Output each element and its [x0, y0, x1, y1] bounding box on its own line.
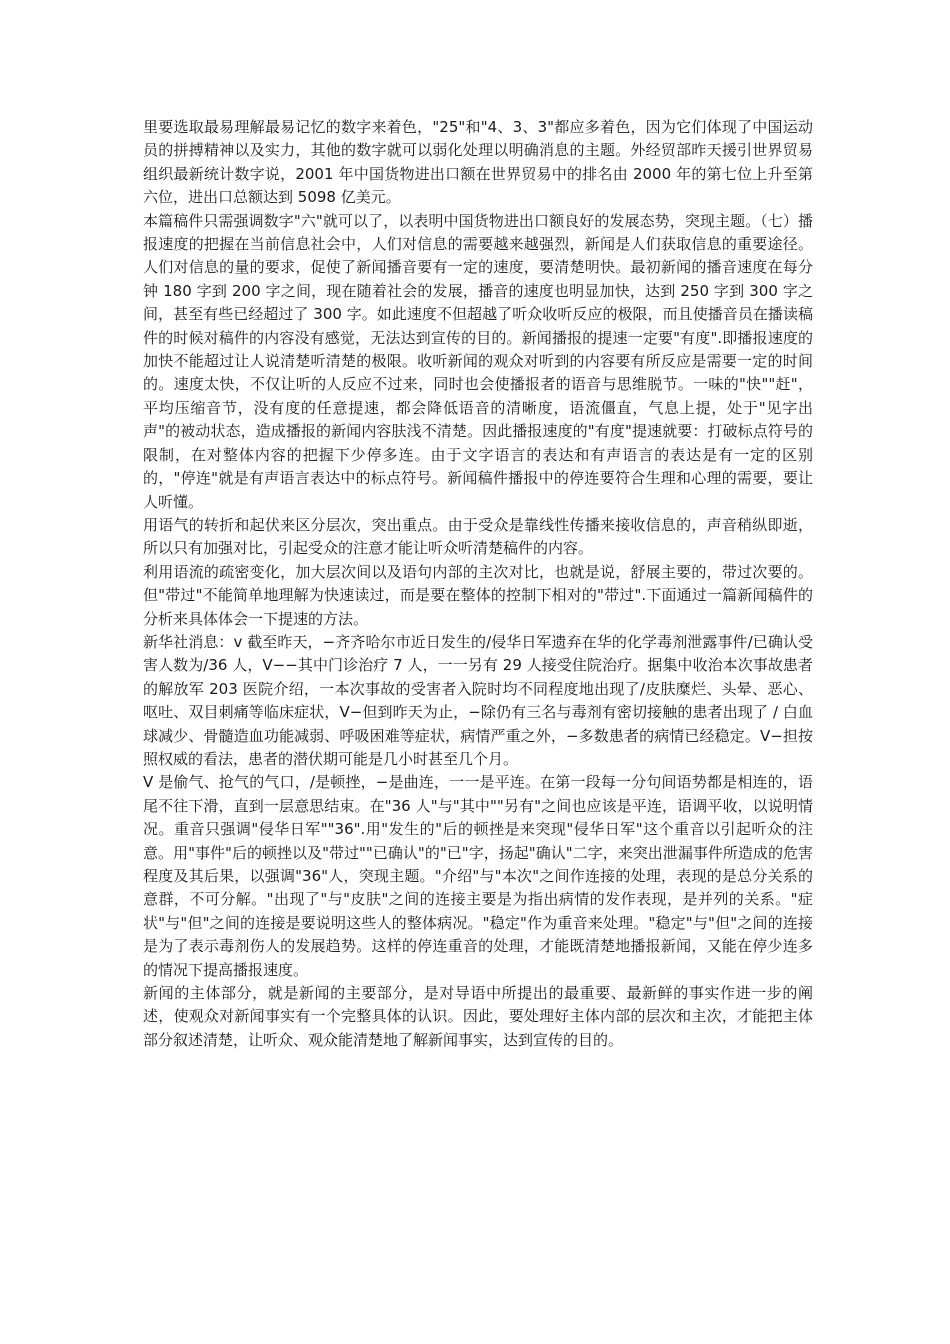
paragraph-4: 利用语流的疏密变化，加大层次间以及语句内部的主次对比，也就是说，舒展主要的，带过次要的。但"带过"不能简单地理解为快速读过，而是要在整体的控制下相对的"带过".下面通过一篇新闻稿件的分析来具体体会一下提速的方法。 [143, 562, 813, 628]
paragraph-3: 用语气的转折和起伏来区分层次，突出重点。由于受众是靠线性传播来接收信息的，声音稍纵即逝，所以只有加强对比，引起受众的注意才能让听众听清楚稿件的内容。 [143, 515, 813, 558]
paragraph-6: V 是偷气、抢气的气口，/是顿挫，−是曲连，一一是平连。在第一段每一分句间语势都是相连的，语尾不往下滑，直到一层意思结束。在"36 人"与"其中""另有"之间也应该是平连，语调平收，以说明情况。重音只强调"侵华日军""36".用"发生的"后的顿挫是来突现"侵华日军"这个重音以引起听众的注意。用"事件"后的顿挫以及"带过""已确认"的"已"字，扬起"确认"二字，来突出泄漏事件所造成的危害程度及其后果，以强调"36"人，突现主题。"介绍"与"本次"之间作连接的处理，表现的是总分关系的意群，不可分解。"出现了"与"皮肤"之间的连接主要是为指出病情的发作表现，是并列的关系。"症状"与"但"之间的连接是要说明这些人的整体病况。"稳定"作为重音来处理。"稳定"与"但"之间的连接是为了表示毒剂伤人的发展趋势。这样的停连重音的处理，才能既清楚地播报新闻，又能在停少连多的情况下提高播报速度。 [143, 773, 813, 979]
paragraph-1: 里要选取最易理解最易记忆的数字来着色，"25"和"4、3、3"都应多着色，因为它们体现了中国运动员的拼搏精神以及实力，其他的数字就可以弱化处理以明确消息的主题。外经贸部昨天援引世界贸易组织最新统计数字说，2001 年中国货物进出口额在世界贸易中的排名由 2000 年的第七位上升至第六位，进出口总额达到 5098 亿美元。 [143, 118, 813, 207]
paragraph-7: 新闻的主体部分，就是新闻的主要部分，是对导语中所提出的最重要、最新鲜的事实作进一步的阐述，使观众对新闻事实有一个完整具体的认识。因此，要处理好主体内部的层次和主次，才能把主体部分叙述清楚，让听众、观众能清楚地了解新闻事实，达到宣传的目的。 [143, 984, 813, 1049]
paragraph-5: 新华社消息：v 截至昨天，−齐齐哈尔市近日发生的/侵华日军遗弃在华的化学毒剂泄露事件/已确认受害人数为/36 人，V−−其中门诊治疗 7 人，一一另有 29 人接受住院治疗。据集中收治本次事故患者的解放军 203 医院介绍，一本次事故的受害者入院时均不同程度地出现了/皮肤糜烂、头晕、恶心、呕吐、双目刺痛等临床症状，V−但到昨天为止，−除仍有三名与毒剂有密切接触的患者出现了 / 白血球减少、骨髓造血功能减弱、呼吸困难等症状，病情严重之外，−多数患者的病情已经稳定。V−担按照权威的看法，患者的潜伏期可能是几小时甚至几个月。 [143, 632, 813, 768]
paragraph-2: 本篇稿件只需强调数字"六"就可以了，以表明中国货物进出口额良好的发展态势，突现主题。（七）播报速度的把握在当前信息社会中，人们对信息的需要越来越强烈，新闻是人们获取信息的重要途径。人们对信息的量的要求，促使了新闻播音要有一定的速度，要清楚明快。最初新闻的播音速度在每分钟 180 字到 200 字之间，现在随着社会的发展，播音的速度也明显加快，达到 250 字到 300 字之间，甚至有些已经超过了 300 字。如此速度不但超越了听众收听反应的极限，而且使播音员在播读稿件的时候对稿件的内容没有感觉，无法达到宣传的目的。新闻播报的提速一定要"有度".即播报速度的加快不能超过让人说清楚听清楚的极限。收听新闻的观众对听到的内容要有所反应是需要一定的时间的。速度太快，不仅让听的人反应不过来，同时也会使播报者的语音与思维脱节。一味的"快""赶"，平均压缩音节，没有度的任意提速，都会降低语音的清晰度，语流僵直，气息上提，处于"见字出声"的被动状态，造成播报的新闻内容肤浅不清楚。因此播报速度的"有度"提速就要：打破标点符号的限制，在对整体内容的把握下少停多连。由于文字语言的表达和有声语言的表达是有一定的区别的，"停连"就是有声语言表达中的标点符号。新闻稿件播报中的停连要符合生理和心理的需要，要让人听懂。 [143, 211, 813, 511]
document-body [143, 116, 813, 1052]
